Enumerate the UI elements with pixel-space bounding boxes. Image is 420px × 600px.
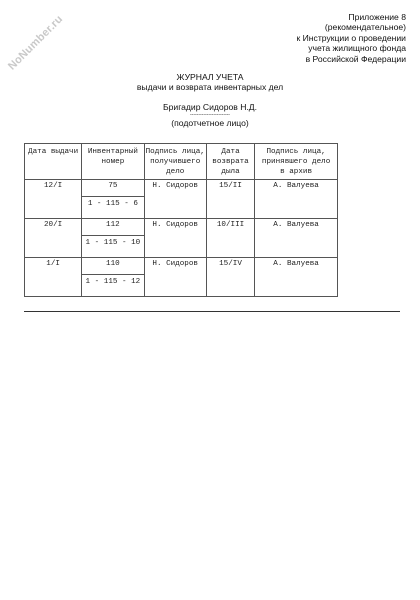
archive-signature-cell: А. Валуева — [255, 219, 338, 258]
inventory-number-cell: 112 1 - 115 - 10 — [82, 219, 144, 258]
table-row — [25, 219, 338, 258]
accountable-caption: (подотчетное лицо) — [171, 118, 249, 129]
table-row — [25, 258, 338, 297]
appendix-line: к Инструкции о проведении — [296, 32, 406, 43]
appendix-line: в Российской Федерации — [305, 53, 406, 64]
column-header-inventory-number: Инвентарный номер — [82, 144, 144, 180]
divider — [24, 311, 400, 312]
received-signature-cell: Н. Сидоров — [144, 180, 206, 219]
table-row — [25, 180, 338, 219]
received-signature-cell: Н. Сидоров — [144, 219, 206, 258]
return-date-cell: 15/II — [206, 180, 254, 219]
archive-signature-cell: А. Валуева — [255, 180, 338, 219]
issue-date-cell: 20/I — [25, 219, 82, 258]
table-header-row — [25, 144, 338, 180]
appendix-line: (рекомендательное) — [324, 22, 406, 33]
archive-signature-cell: А. Валуева — [255, 258, 338, 297]
signature-line: ------------------------ — [190, 112, 230, 119]
column-header-received-signature: Подпись лица, получившего дело — [144, 144, 206, 180]
column-header-return-date: Дата возврата дыла — [206, 144, 254, 180]
watermark: NoNumber.ru — [6, 13, 66, 73]
journal-title: ЖУРНАЛ УЧЕТА — [176, 72, 244, 82]
issue-date-cell: 1/I — [25, 258, 82, 297]
received-signature-cell: Н. Сидоров — [144, 258, 206, 297]
appendix-line: Приложение 8 — [348, 12, 406, 22]
return-date-cell: 15/IV — [206, 258, 254, 297]
journal-header — [0, 72, 420, 129]
journal-subtitle: выдачи и возврата инвентарных дел — [136, 82, 284, 93]
column-header-archive-signature: Подпись лица, принявшего дело в архив — [255, 144, 338, 180]
appendix-line: учета жилищного фонда — [308, 43, 406, 54]
column-header-issue-date: Дата выдачи — [25, 144, 82, 180]
accountable-person: Бригадир Сидоров Н.Д. — [162, 101, 258, 112]
issue-date-cell: 12/I — [25, 180, 82, 219]
return-date-cell: 10/III — [206, 219, 254, 258]
journal-table — [24, 143, 338, 297]
inventory-number-cell: 110 1 - 115 - 12 — [82, 258, 144, 297]
appendix-note — [206, 12, 406, 64]
inventory-number-cell: 75 1 - 115 - 6 — [82, 180, 144, 219]
